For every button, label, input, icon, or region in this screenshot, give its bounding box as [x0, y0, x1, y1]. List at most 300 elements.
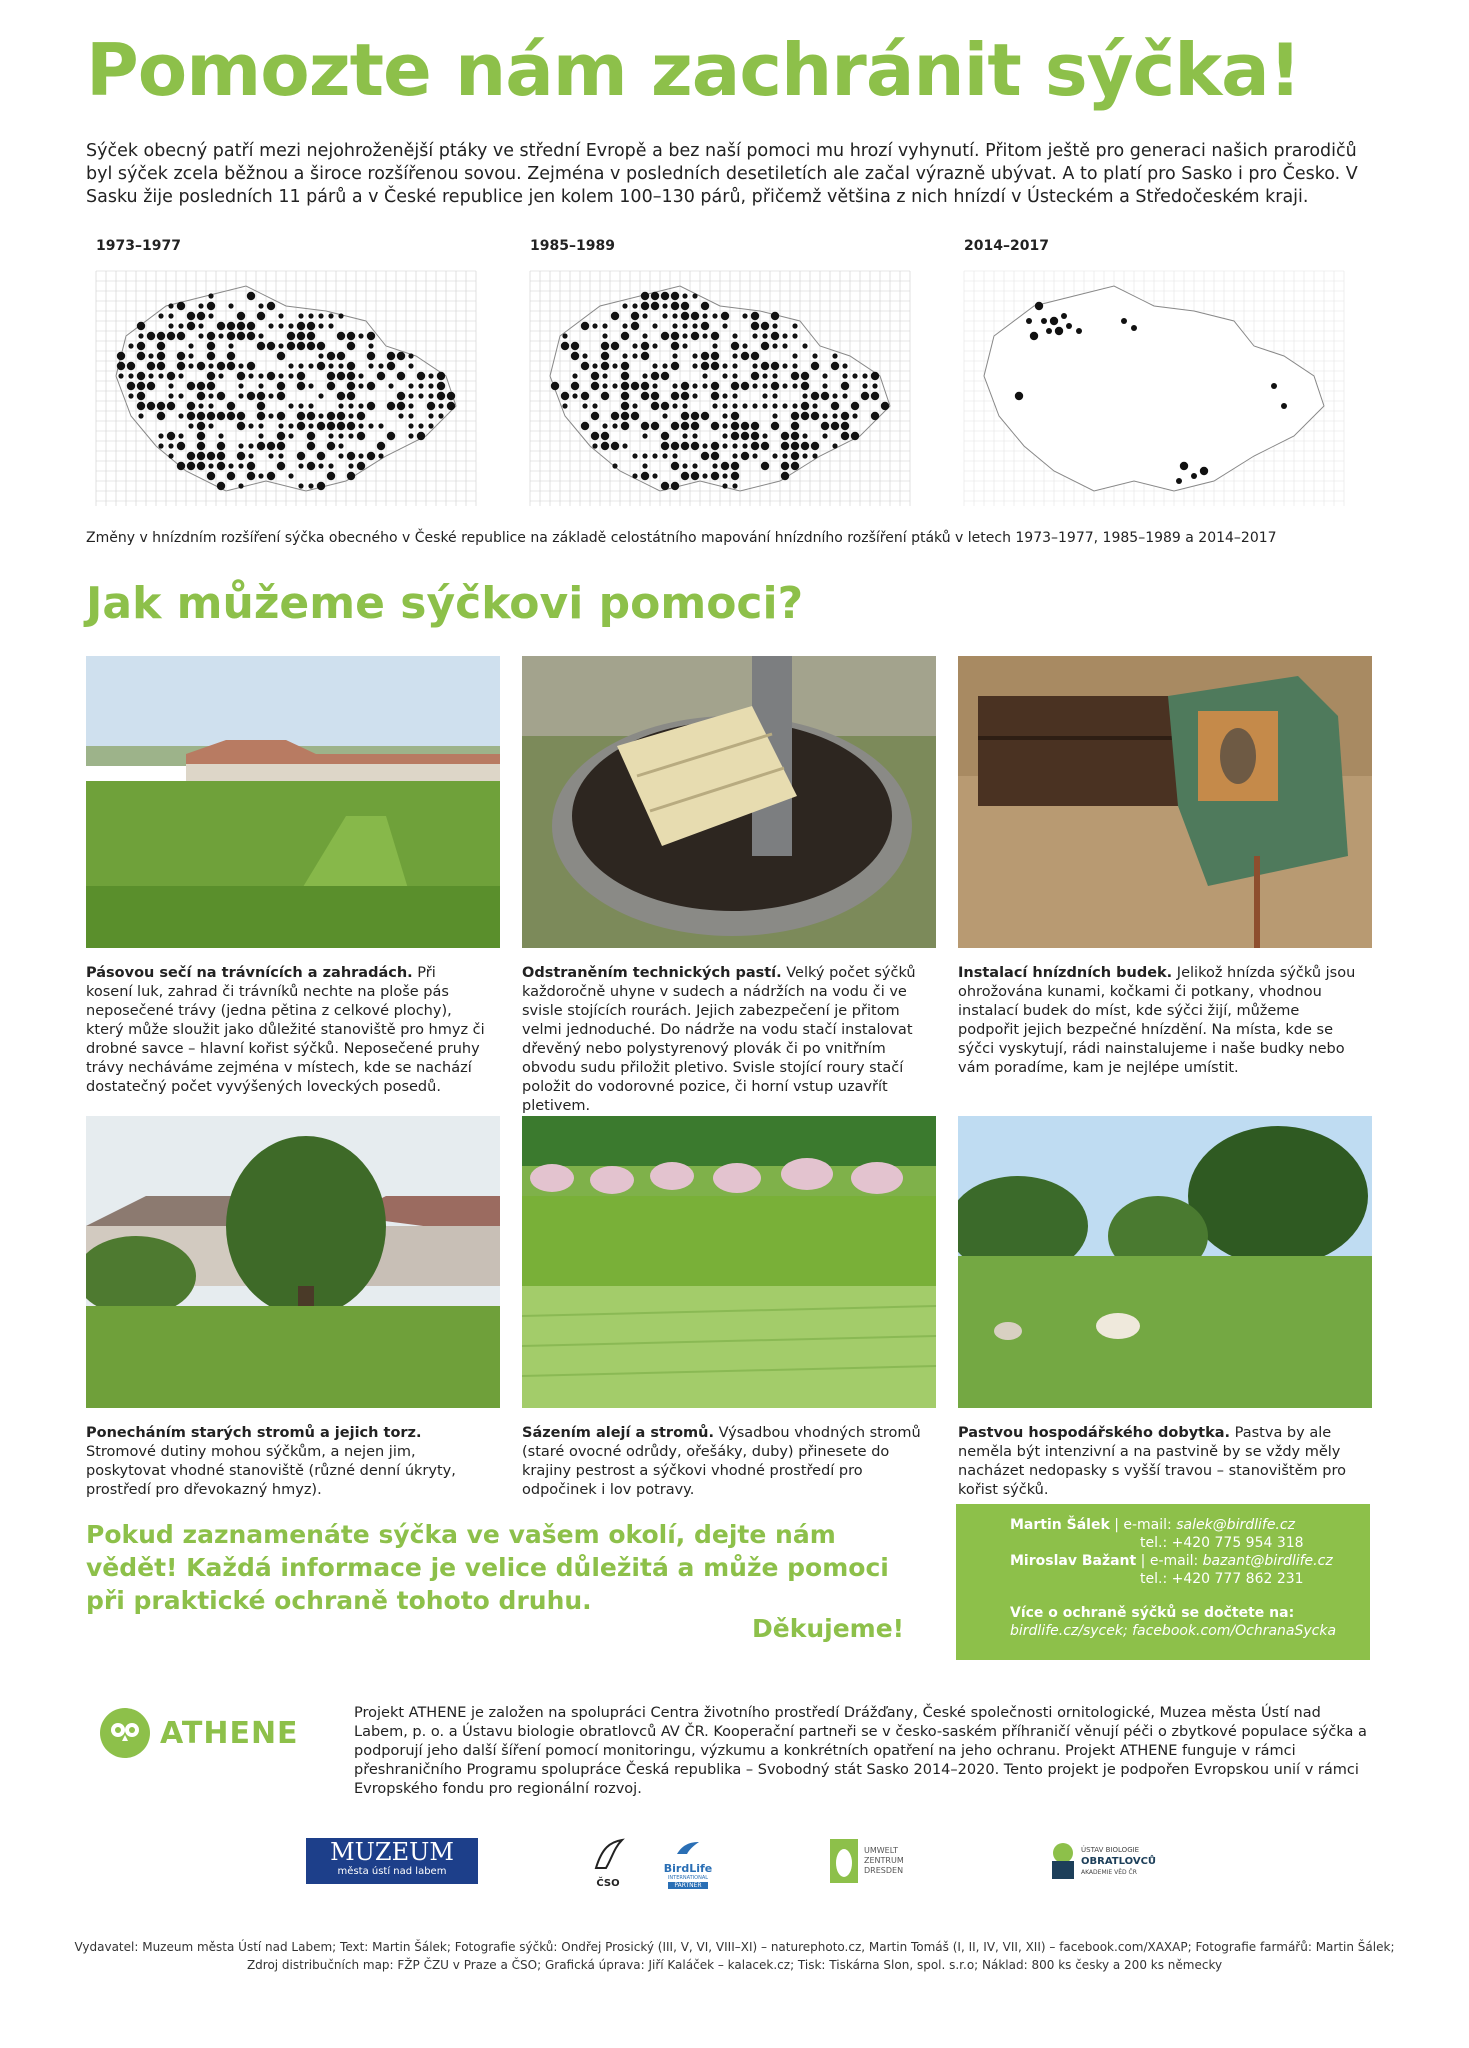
occurrence-dot — [418, 423, 423, 428]
occurrence-dot — [258, 423, 263, 428]
muzeum-logo: MUZEUM města ústí nad labem — [306, 1838, 478, 1884]
occurrence-dot — [681, 412, 689, 420]
occurrence-dot — [308, 313, 313, 318]
occurrence-dot — [247, 292, 255, 300]
occurrence-dot — [148, 353, 153, 358]
occurrence-dot — [632, 303, 637, 308]
occurrence-dot — [198, 323, 203, 328]
occurrence-dot — [207, 302, 215, 310]
occurrence-dot — [701, 322, 709, 330]
occurrence-dot — [722, 483, 727, 488]
occurrence-dot — [408, 413, 413, 418]
occurrence-dot — [347, 362, 355, 370]
occurrence-dot — [1041, 318, 1047, 324]
occurrence-dot — [358, 383, 363, 388]
occurrence-dot — [297, 332, 305, 340]
occurrence-dot — [701, 452, 709, 460]
occurrence-dot — [1055, 327, 1063, 335]
occurrence-dot — [158, 433, 163, 438]
occurrence-dot — [771, 312, 779, 320]
occurrence-dot — [772, 453, 777, 458]
occurrence-dot — [207, 352, 215, 360]
occurrence-dot — [127, 382, 135, 390]
occurrence-dot — [671, 482, 679, 490]
occurrence-dot — [761, 362, 769, 370]
occurrence-dot — [682, 403, 687, 408]
occurrence-dot — [137, 342, 145, 350]
occurrence-dot — [722, 433, 727, 438]
occurrence-dot — [702, 383, 707, 388]
occurrence-dot — [217, 462, 225, 470]
occurrence-dot — [197, 412, 205, 420]
occurrence-dot — [358, 403, 363, 408]
occurrence-dot — [247, 472, 255, 480]
occurrence-dot — [318, 413, 323, 418]
occurrence-dot — [711, 452, 719, 460]
occurrence-dot — [187, 402, 195, 410]
occurrence-dot — [702, 333, 707, 338]
occurrence-dot — [561, 392, 569, 400]
occurrence-dot — [1191, 473, 1197, 479]
occurrence-dot — [772, 343, 777, 348]
occurrence-dot — [388, 383, 393, 388]
occurrence-dot — [378, 363, 383, 368]
occurrence-dot — [337, 372, 345, 380]
occurrence-dot — [1131, 325, 1137, 331]
occurrence-dot — [197, 462, 205, 470]
occurrence-dot — [357, 412, 365, 420]
occurrence-dot — [651, 372, 659, 380]
photo-old-tree — [86, 1116, 500, 1408]
occurrence-dot — [841, 422, 849, 430]
cso-logo: ČSO — [588, 1838, 628, 1894]
occurrence-dot — [218, 373, 223, 378]
occurrence-dot — [297, 422, 305, 430]
occurrence-dot — [841, 432, 849, 440]
occurrence-dot — [428, 373, 433, 378]
occurrence-dot — [358, 423, 363, 428]
occurrence-dot — [751, 442, 759, 450]
owl-icon — [100, 1708, 150, 1758]
occurrence-dot — [791, 422, 799, 430]
occurrence-dot — [217, 322, 225, 330]
occurrence-dot — [591, 372, 599, 380]
occurrence-dot — [621, 372, 629, 380]
occurrence-dot — [602, 323, 607, 328]
occurrence-dot — [387, 432, 395, 440]
occurrence-dot — [742, 403, 747, 408]
occurrence-dot — [378, 423, 383, 428]
occurrence-dot — [821, 392, 829, 400]
occurrence-dot — [811, 392, 819, 400]
occurrence-dot — [317, 342, 325, 350]
occurrence-dot — [591, 412, 599, 420]
occurrence-dot — [338, 433, 343, 438]
occurrence-dot — [611, 312, 619, 320]
occurrence-dot — [761, 322, 769, 330]
occurrence-dot — [662, 453, 667, 458]
occurrence-dot — [398, 413, 403, 418]
occurrence-dot — [732, 483, 737, 488]
occurrence-dot — [622, 353, 627, 358]
occurrence-dot — [197, 392, 205, 400]
occurrence-dot — [347, 332, 355, 340]
occurrence-dot — [662, 303, 667, 308]
occurrence-dot — [722, 393, 727, 398]
occurrence-dot — [702, 313, 707, 318]
occurrence-dot — [228, 303, 233, 308]
occurrence-dot — [298, 463, 303, 468]
occurrence-dot — [651, 292, 659, 300]
occurrence-dot — [732, 373, 737, 378]
occurrence-dot — [137, 402, 145, 410]
occurrence-dot — [328, 323, 333, 328]
occurrence-dot — [722, 423, 727, 428]
occurrence-dot — [137, 392, 145, 400]
occurrence-dot — [317, 362, 325, 370]
occurrence-dot — [377, 442, 385, 450]
occurrence-dot — [128, 373, 133, 378]
more-info-links[interactable]: birdlife.cz/sycek; facebook.com/OchranaSycka — [1010, 1623, 1337, 1639]
occurrence-dot — [208, 393, 213, 398]
occurrence-dot — [782, 333, 787, 338]
occurrence-dot — [732, 353, 737, 358]
occurrence-dot — [218, 433, 223, 438]
occurrence-dot — [791, 452, 799, 460]
occurrence-dot — [207, 382, 215, 390]
occurrence-dot — [652, 383, 657, 388]
occurrence-dot — [177, 462, 185, 470]
section-heading: Jak můžeme sýčkovi pomoci? — [86, 578, 804, 629]
occurrence-dot — [672, 383, 677, 388]
occurrence-dot — [158, 443, 163, 448]
occurrence-dot — [208, 313, 213, 318]
occurrence-dot — [237, 332, 245, 340]
occurrence-dot — [672, 353, 677, 358]
occurrence-dot — [267, 372, 275, 380]
occurrence-dot — [308, 423, 313, 428]
occurrence-dot — [782, 383, 787, 388]
occurrence-dot — [622, 443, 627, 448]
occurrence-dot — [157, 332, 165, 340]
occurrence-dot — [682, 293, 687, 298]
occurrence-dot — [127, 362, 135, 370]
occurrence-dot — [368, 343, 373, 348]
occurrence-dot — [378, 453, 383, 458]
occurrence-dot — [632, 403, 637, 408]
occurrence-dot — [177, 362, 185, 370]
occurrence-dot — [751, 352, 759, 360]
occurrence-dot — [572, 393, 577, 398]
occurrence-dot — [671, 292, 679, 300]
occurrence-dot — [397, 402, 405, 410]
intro-paragraph: Sýček obecný patří mezi nejohroženější ptáky ve střední Evropě a bez naší pomoci mu hrozí vyhynutí. Přitom ještě pro generaci našich prarodičů byl sýček zcela běžnou a široce rozšířenou sovou. Zejména v posledních desetiletích ale začal výrazně ubývat. A to platí pro Sasko i pro Česko. V Sasku žije posledních 11 párů a v České republice jen kolem 100–130 párů, přičemž většina z nich hnízdí v Ústeckém a Středočeském kraji. — [86, 141, 1358, 207]
occurrence-dot — [692, 353, 697, 358]
occurrence-dot — [722, 373, 727, 378]
occurrence-dot — [278, 453, 283, 458]
occurrence-dot — [712, 343, 717, 348]
occurrence-dot — [188, 423, 193, 428]
occurrence-dot — [198, 333, 203, 338]
occurrence-dot — [238, 383, 243, 388]
occurrence-dot — [277, 352, 285, 360]
photo-water-barrel — [522, 656, 936, 948]
map-label: 2014–2017 — [964, 238, 1049, 254]
occurrence-dot — [692, 383, 697, 388]
occurrence-dot — [702, 473, 707, 478]
occurrence-dot — [732, 453, 737, 458]
occurrence-dot — [318, 323, 323, 328]
occurrence-dot — [237, 412, 245, 420]
occurrence-dot — [602, 373, 607, 378]
occurrence-dot — [682, 333, 687, 338]
occurrence-dot — [692, 323, 697, 328]
photo-pasture — [958, 1116, 1372, 1408]
map-grid — [954, 266, 1354, 516]
tip-5: Sázením alejí a stromů. Výsadbou vhodných stromů (staré ovocné odrůdy, ořešáky, duby) přinesete do krajiny pestrost a sýčkovi vhodné prostředí pro odpočinek i lov potravy. — [522, 1425, 921, 1498]
occurrence-dot — [188, 353, 193, 358]
occurrence-dot — [157, 362, 165, 370]
occurrence-dot — [207, 472, 215, 480]
occurrence-dot — [408, 363, 413, 368]
occurrence-dot — [187, 312, 195, 320]
thanks-text: Děkujeme! — [752, 1614, 905, 1643]
occurrence-dot — [711, 362, 719, 370]
occurrence-dot — [258, 373, 263, 378]
occurrence-dot — [1281, 403, 1287, 409]
occurrence-dot — [367, 352, 375, 360]
occurrence-dot — [1046, 328, 1052, 334]
tip-1: Pásovou sečí na trávnících a zahradách. Při kosení luk, zahrad či trávníků nechte na ploše pás neposečené trávy (jedna pětina z celkové plochy), který může sloužit jako důležité stanoviště pro hmyz či drobné savce – hlavní kořist sýčků. Neposečené pruhy trávy necháváme zejména v místech, kde se nachází dostatečný počet vyvýšených loveckých posedů. — [86, 965, 485, 1095]
occurrence-dot — [367, 332, 375, 340]
occurrence-dot — [592, 403, 597, 408]
occurrence-dot — [711, 442, 719, 450]
occurrence-dot — [842, 363, 847, 368]
occurrence-dot — [731, 412, 739, 420]
photo-meadow — [86, 656, 500, 948]
occurrence-dot — [178, 433, 183, 438]
occurrence-dot — [328, 463, 333, 468]
occurrence-dot — [762, 333, 767, 338]
occurrence-dot — [238, 363, 243, 368]
occurrence-dot — [247, 322, 255, 330]
occurrence-dot — [711, 352, 719, 360]
occurrence-dot — [297, 382, 305, 390]
occurrence-dot — [712, 403, 717, 408]
occurrence-dot — [801, 372, 809, 380]
occurrence-dot — [802, 433, 807, 438]
occurrence-dot — [841, 382, 849, 390]
occurrence-dot — [652, 363, 657, 368]
occurrence-dot — [752, 333, 757, 338]
occurrence-dot — [317, 482, 325, 490]
occurrence-dot — [187, 382, 195, 390]
occurrence-dot — [581, 362, 589, 370]
occurrence-dot — [852, 373, 857, 378]
occurrence-dot — [631, 382, 639, 390]
occurrence-dot — [752, 383, 757, 388]
occurrence-dot — [631, 312, 639, 320]
occurrence-dot — [1180, 462, 1188, 470]
contact-box: Martin Šálek | e-mail: salek@birdlife.cz tel.: +420 775 954 318 Miroslav Bažant | e-mail: bazant@birdlife.cz tel.: +420 777 862 231 Více o ochraně sýčků se dočtete na: birdlife.cz/sycek; facebook.com/OchranaSycka — [956, 1504, 1370, 1660]
occurrence-dot — [781, 462, 789, 470]
occurrence-dot — [601, 362, 609, 370]
occurrence-dot — [437, 392, 445, 400]
occurrence-dot — [338, 403, 343, 408]
occurrence-dot — [148, 373, 153, 378]
occurrence-dot — [792, 383, 797, 388]
occurrence-dot — [772, 393, 777, 398]
occurrence-dot — [602, 423, 607, 428]
occurrence-dot — [601, 442, 609, 450]
occurrence-dot — [711, 472, 719, 480]
occurrence-dot — [672, 453, 677, 458]
occurrence-dot — [417, 372, 425, 380]
occurrence-dot — [591, 382, 599, 390]
occurrence-dot — [621, 402, 629, 410]
occurrence-dot — [1030, 332, 1038, 340]
occurrence-dot — [651, 422, 659, 430]
occurrence-dot — [1015, 392, 1023, 400]
occurrence-dot — [207, 452, 215, 460]
occurrence-dot — [671, 442, 679, 450]
occurrence-dot — [328, 313, 333, 318]
occurrence-dot — [742, 313, 747, 318]
occurrence-dot — [328, 363, 333, 368]
occurrence-dot — [317, 422, 325, 430]
occurrence-dot — [611, 412, 619, 420]
contact-name: Miroslav Bažant — [1010, 1553, 1137, 1569]
occurrence-dot — [227, 322, 235, 330]
occurrence-dot — [731, 382, 739, 390]
occurrence-dot — [358, 453, 363, 458]
occurrence-dot — [197, 422, 205, 430]
occurrence-dot — [701, 302, 709, 310]
occurrence-dot — [408, 383, 413, 388]
occurrence-dot — [621, 422, 629, 430]
tip-4: Ponecháním starých stromů a jejich torz. Stromové dutiny mohou sýčkům, a nejen jim, poskytovat vhodné stanoviště (různé denní úkryty, prostředí pro dřevokazný hmyz). — [86, 1425, 456, 1498]
occurrence-dot — [562, 403, 567, 408]
occurrence-dot — [197, 362, 205, 370]
occurrence-dot — [642, 433, 647, 438]
occurrence-dot — [1176, 478, 1182, 484]
contact-phone: tel.: +420 777 862 231 — [1140, 1571, 1304, 1587]
occurrence-dot — [408, 403, 413, 408]
occurrence-dot — [217, 392, 225, 400]
occurrence-dot — [447, 402, 455, 410]
map-caption: Změny v hnízdním rozšíření sýčka obecného v České republice na základě celostátního mapování hnízdního rozšíření ptáků v letech 1973–1977, 1985–1989 a 2014–2017 — [86, 530, 1277, 546]
occurrence-dot — [711, 392, 719, 400]
occurrence-dot — [621, 362, 629, 370]
occurrence-dot — [257, 342, 265, 350]
email-link[interactable]: salek@birdlife.cz — [1176, 1517, 1295, 1533]
occurrence-dot — [347, 392, 355, 400]
occurrence-dot — [158, 373, 163, 378]
occurrence-dot — [227, 472, 235, 480]
tip-6: Pastvou hospodářského dobytka. Pastva by ale neměla být intenzivní a na pastvině by se vždy měly nacházet nedopasky s vyšší travou – stanovištěm pro kořist sýčků. — [958, 1425, 1346, 1498]
occurrence-dot — [147, 332, 155, 340]
occurrence-dot — [551, 382, 559, 390]
occurrence-dot — [782, 453, 787, 458]
occurrence-dot — [257, 312, 265, 320]
occurrence-dot — [387, 352, 395, 360]
occurrence-dot — [227, 402, 235, 410]
occurrence-dot — [661, 292, 669, 300]
occurrence-dot — [297, 412, 305, 420]
occurrence-dot — [217, 442, 225, 450]
occurrence-dot — [732, 393, 737, 398]
occurrence-dot — [641, 292, 649, 300]
occurrence-dot — [338, 443, 343, 448]
occurrence-dot — [701, 412, 709, 420]
occurrence-dot — [207, 342, 215, 350]
occurrence-dot — [277, 432, 285, 440]
occurrence-dot — [178, 413, 183, 418]
occurrence-dot — [841, 412, 849, 420]
occurrence-dot — [771, 422, 779, 430]
occurrence-dot — [752, 453, 757, 458]
occurrence-dot — [268, 453, 273, 458]
email-link[interactable]: bazant@birdlife.cz — [1202, 1553, 1333, 1569]
occurrence-dot — [782, 343, 787, 348]
occurrence-dot — [691, 332, 699, 340]
occurrence-dot — [871, 412, 879, 420]
occurrence-dot — [1200, 467, 1208, 475]
occurrence-dot — [257, 402, 265, 410]
occurrence-dot — [631, 322, 639, 330]
occurrence-dot — [651, 392, 659, 400]
more-info-label: Více o ochraně sýčků se dočtete na: — [1010, 1605, 1295, 1621]
occurrence-dot — [822, 373, 827, 378]
occurrence-dot — [832, 353, 837, 358]
occurrence-dot — [632, 473, 637, 478]
occurrence-dot — [207, 412, 215, 420]
tip-2: Odstraněním technických pastí. Velký počet sýčků každoročně uhyne v sudech a nádržích na vodu či ve svisle stojících rourách. Jejich zabezpečení je přitom velmi jednoduché. Do nádrže na vodu stačí instalovat dřevěný nebo polystyrenový plovák či po vnitřním obvodu sudu přiložit pletivo. Svisle stojící roury stačí položit do vodorovné pozice, či horní vstup uzavřít pletivem. — [522, 965, 916, 1114]
occurrence-dot — [197, 312, 205, 320]
occurrence-dot — [791, 462, 799, 470]
occurrence-dot — [642, 453, 647, 458]
occurrence-dot — [822, 383, 827, 388]
occurrence-dot — [197, 452, 205, 460]
occurrence-dot — [327, 442, 335, 450]
occurrence-dot — [287, 332, 295, 340]
occurrence-dot — [308, 383, 313, 388]
occurrence-dot — [842, 393, 847, 398]
occurrence-dot — [428, 393, 433, 398]
occurrence-dot — [298, 483, 303, 488]
occurrence-dot — [248, 453, 253, 458]
occurrence-dot — [267, 342, 275, 350]
occurrence-dot — [822, 413, 827, 418]
occurrence-dot — [307, 322, 315, 330]
occurrence-dot — [437, 372, 445, 380]
occurrence-dot — [288, 363, 293, 368]
occurrence-dot — [237, 312, 245, 320]
occurrence-dot — [812, 353, 817, 358]
occurrence-dot — [742, 343, 747, 348]
partner-logos — [0, 1838, 1469, 1898]
occurrence-dot — [117, 362, 125, 370]
occurrence-dot — [367, 382, 375, 390]
occurrence-dot — [792, 403, 797, 408]
occurrence-dot — [632, 343, 637, 348]
occurrence-dot — [238, 463, 243, 468]
occurrence-dot — [147, 362, 155, 370]
occurrence-dot — [691, 472, 699, 480]
occurrence-dot — [651, 302, 659, 310]
occurrence-dot — [682, 463, 687, 468]
occurrence-dot — [772, 413, 777, 418]
